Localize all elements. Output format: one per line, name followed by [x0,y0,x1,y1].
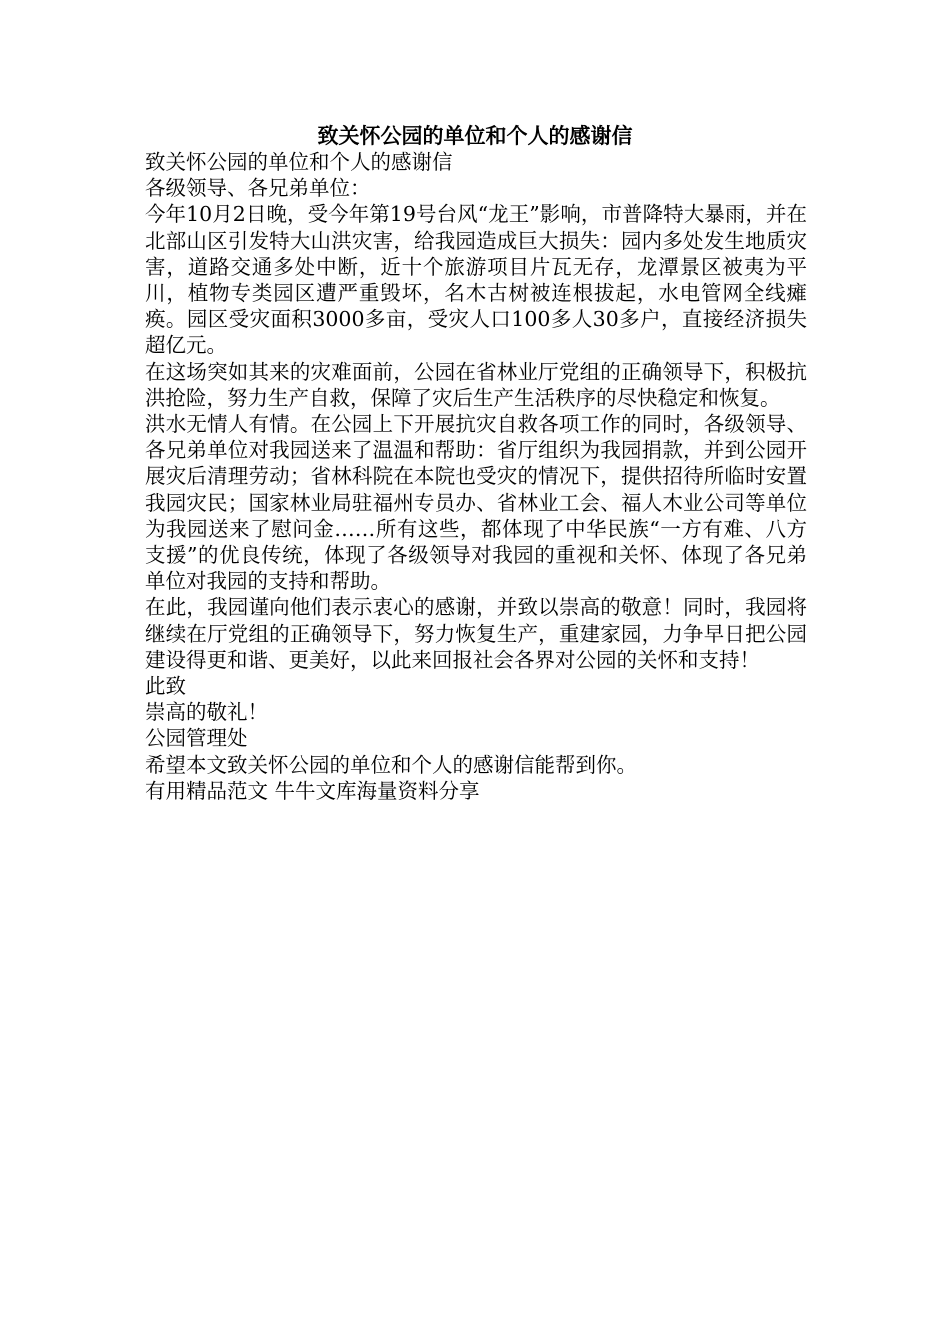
document-title: 致关怀公园的单位和个人的感谢信 [317,123,633,148]
paragraph-heading: 致关怀公园的单位和个人的感谢信 [145,150,453,174]
paragraph-signature: 公园管理处 [145,726,248,751]
paragraph-footer-source: 有用精品范文 牛牛文库海量资料分享 [145,778,480,803]
paragraph-support: 洪水无情人有情。在公园上下开展抗灾自救各项工作的同时，各级领导、各兄弟单位对我园送来了温温和帮助：省厅组织为我园捐款，并到公园开展灾后清理劳动；省林科院在本院也受灾的情况下，提供招待所临时安置我园灾民；国家林业局驻福州专员办、省林业工会、福人木业公司等单位为我园送来了慰问金……所有这些，都体现了中华民族“一方有难、八方支援”的优良传统，体现了各级领导对我园的重视和关怀、体现了各兄弟单位对我园的支持和帮助。 [145,412,807,594]
paragraph-salutation: 各级领导、各兄弟单位： [145,176,371,201]
paragraph-closing: 此致 [145,674,186,699]
document-body [145,149,807,804]
paragraph-footer-note: 希望本文致关怀公园的单位和个人的感谢信能帮到你。 [145,752,637,777]
paragraph-regards: 崇高的敬礼！ [145,700,268,725]
paragraph-thanks: 在此，我园谨向他们表示衷心的感谢，并致以崇高的敬意！同时，我园将继续在厅党组的正确领导下，努力恢复生产，重建家园，力争早日把公园建设得更和谐、更美好，以此来回报社会各界对公园的关怀和支持！ [145,595,807,672]
paragraph-disaster: 今年10月2日晚，受今年第19号台风“龙王”影响，市普降特大暴雨，并在北部山区引发特大山洪灾害，给我园造成巨大损失：园内多处发生地质灾害，道路交通多处中断，近十个旅游项目片瓦无存，龙潭景区被夷为平川，植物专类园区遭严重毁坏，名木古树被连根拔起，水电管网全线瘫痪。园区受灾面积3000多亩，受灾人口100多人30多户，直接经济损失超亿元。 [145,202,807,358]
paragraph-response: 在这场突如其来的灾难面前，公园在省林业厅党组的正确领导下，积极抗洪抢险，努力生产自救，保障了灾后生产生活秩序的尽快稳定和恢复。 [145,359,807,410]
